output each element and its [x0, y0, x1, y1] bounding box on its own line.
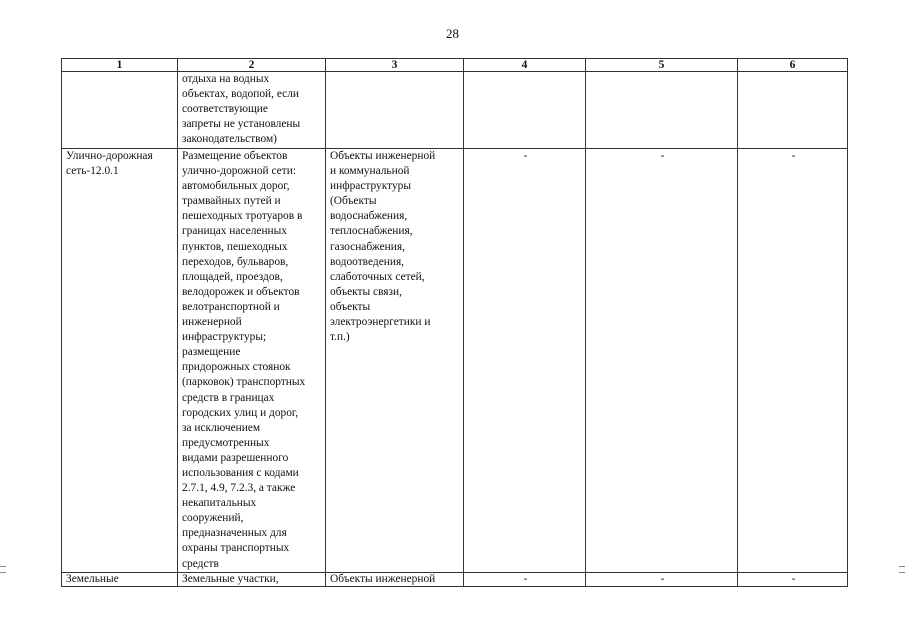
cell-use-type: [62, 72, 178, 149]
cell-text: Земельные: [66, 572, 119, 585]
cell-text: -: [660, 572, 665, 585]
cell-col-4: [464, 149, 586, 573]
cell-col-6: [738, 572, 848, 586]
cell-col-5: [586, 72, 738, 149]
cell-text: -: [523, 572, 528, 585]
column-header-5: 5: [586, 59, 738, 72]
cell-col-6: [738, 149, 848, 573]
cell-col-4: [464, 572, 586, 586]
cell-auxiliary-objects: [326, 72, 464, 149]
land-use-table: [61, 58, 848, 587]
cell-text: -: [523, 150, 528, 162]
cell-use-type: [62, 149, 178, 573]
scan-margin-mark-left: [0, 566, 6, 567]
cell-use-type: [62, 572, 178, 586]
table-row: [62, 572, 848, 586]
table-row: [62, 149, 848, 573]
cell-text: -: [791, 150, 796, 162]
column-header-2: 2: [178, 59, 326, 72]
cell-description: [178, 72, 326, 149]
table-header-row: [62, 59, 848, 72]
cell-auxiliary-objects: [326, 149, 464, 573]
column-header-4: 4: [464, 59, 586, 72]
scan-margin-mark-left: [0, 572, 6, 573]
cell-auxiliary-objects: [326, 572, 464, 586]
cell-col-4: [464, 72, 586, 149]
cell-text: Объекты инженерной и коммунальной инфраструктуры (Объекты водоснабжения, теплоснабжения, газоснабжения, водоотведения, слаботочных сетей, объекты связи, объекты электроэнергетики и т.п.): [330, 150, 436, 344]
cell-text: Размещение объектов улично-дорожной сети: автомобильных дорог, трамвайных путей и пешеходных тротуаров в границах населенных пунктов, пешеходных переходов, бульваров, площадей, проездов, велодорожек и объектов велотранспортной и инженерной инфраструктуры; размещение придорожных стоянок (парковок) транспортных средств в границах городских улиц и дорог, за исключением предусмотренных видами разрешенного использования с кодами 2.7.1, 4.9, 7.2.3, а также некапитальных сооружений, предназначенных для охраны транспортных средств: [182, 150, 306, 570]
column-header-6: 6: [738, 59, 848, 72]
cell-description: [178, 149, 326, 573]
cell-text: -: [660, 150, 665, 162]
cell-description: [178, 572, 326, 586]
column-header-1: 1: [62, 59, 178, 72]
page-number: 28: [446, 26, 459, 41]
cell-text: Улично-дорожная сеть-12.0.1: [66, 150, 153, 178]
column-header-3: 3: [326, 59, 464, 72]
cell-col-6: [738, 72, 848, 149]
cell-col-5: [586, 572, 738, 586]
scan-margin-mark-right: [899, 572, 905, 573]
cell-text: Земельные участки,: [182, 572, 279, 585]
cell-text: Объекты инженерной: [330, 572, 436, 585]
cell-col-5: [586, 149, 738, 573]
scan-margin-mark-right: [899, 566, 905, 567]
table-row: [62, 72, 848, 149]
cell-text: -: [791, 572, 796, 585]
cell-text: отдыха на водных объектах, водопой, если соответствующие запреты не установлены законодательством): [182, 73, 301, 146]
